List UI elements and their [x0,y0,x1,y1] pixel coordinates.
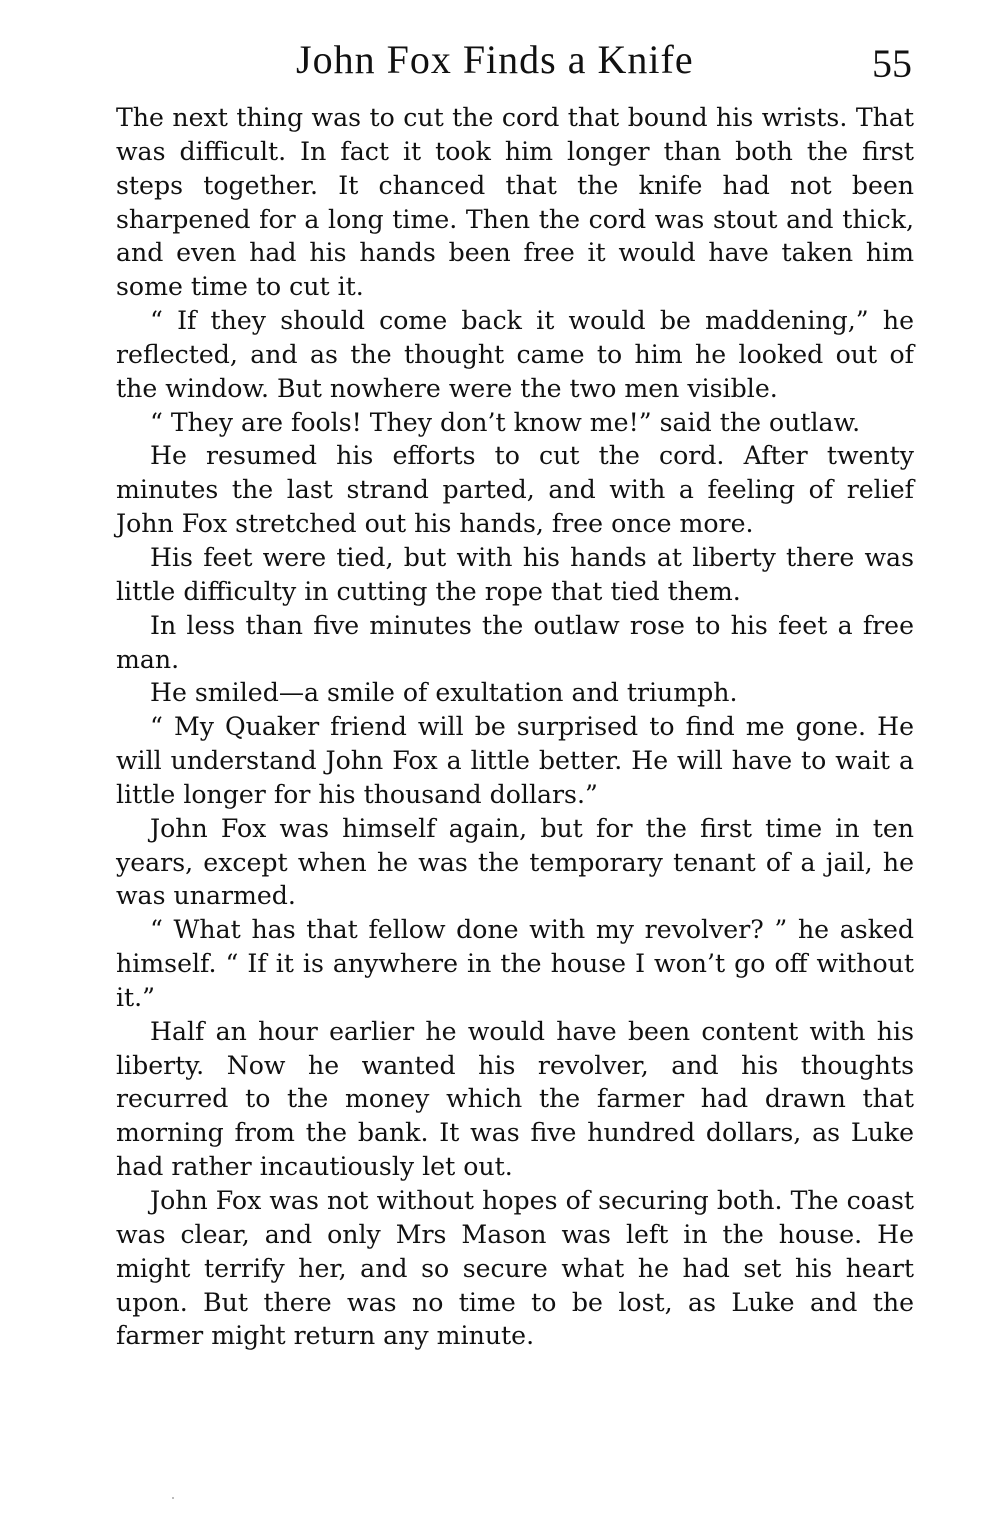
print-speck [172,1497,174,1499]
paragraph: The next thing was to cut the cord that bound his wrists. That was difficult. In fact it took him longer than both the first steps together. It chanced that the knife had not been sharpened for a long time. Then the cord was stout and thick, and even had his hands been free it would have taken him some time to cut it. [116,103,914,302]
paragraph: Half an hour earlier he would have been content with his liberty. Now he wanted his revolver, and his thoughts recurred to the money which the farmer had drawn that morning from the bank. It was five hundred dollars, as Luke had rather incautiously let out. [116,1016,914,1182]
paragraph: “ What has that fellow done with my revolver? ” he asked himself. “ If it is anywhere in the house I won’t go off without it.” [116,915,914,1012]
paragraph: “ If they should come back it would be maddening,” he reflected, and as the thought came to him he looked out of the window. But nowhere were the two men visible. [116,306,914,403]
paragraph: He resumed his efforts to cut the cord. After twenty minutes the last strand parted, and with a feeling of relief John Fox stretched out his hands, free once more. [116,441,914,539]
chapter-title: John Fox Finds a Knife [296,37,694,82]
body-text [116,101,914,1353]
paragraph: John Fox was not without hopes of securing both. The coast was clear, and only Mrs Mason was left in the house. He might terrify her, and so secure what he had set his heart upon. But there was no time to be lost, as Luke and the farmer might return any minute. [116,1186,914,1351]
paragraph: “ My Quaker friend will be surprised to find me gone. He will understand John Fox a little better. He will have to wait a little longer for his thousand dollars.” [116,712,914,809]
running-head [116,36,916,86]
paragraph: In less than five minutes the outlaw rose to his feet a free man. [116,610,914,674]
paragraph: He smiled—a smile of exultation and triumph. [150,678,738,708]
page-number: 55 [872,41,912,86]
paragraph: “ They are fools! They don’t know me!” said the outlaw. [150,407,861,437]
paragraph: His feet were tied, but with his hands at liberty there was little difficulty in cutting the rope that tied them. [116,542,914,606]
paragraph: John Fox was himself again, but for the first time in ten years, except when he was the temporary tenant of a jail, he was unarmed. [116,813,914,911]
